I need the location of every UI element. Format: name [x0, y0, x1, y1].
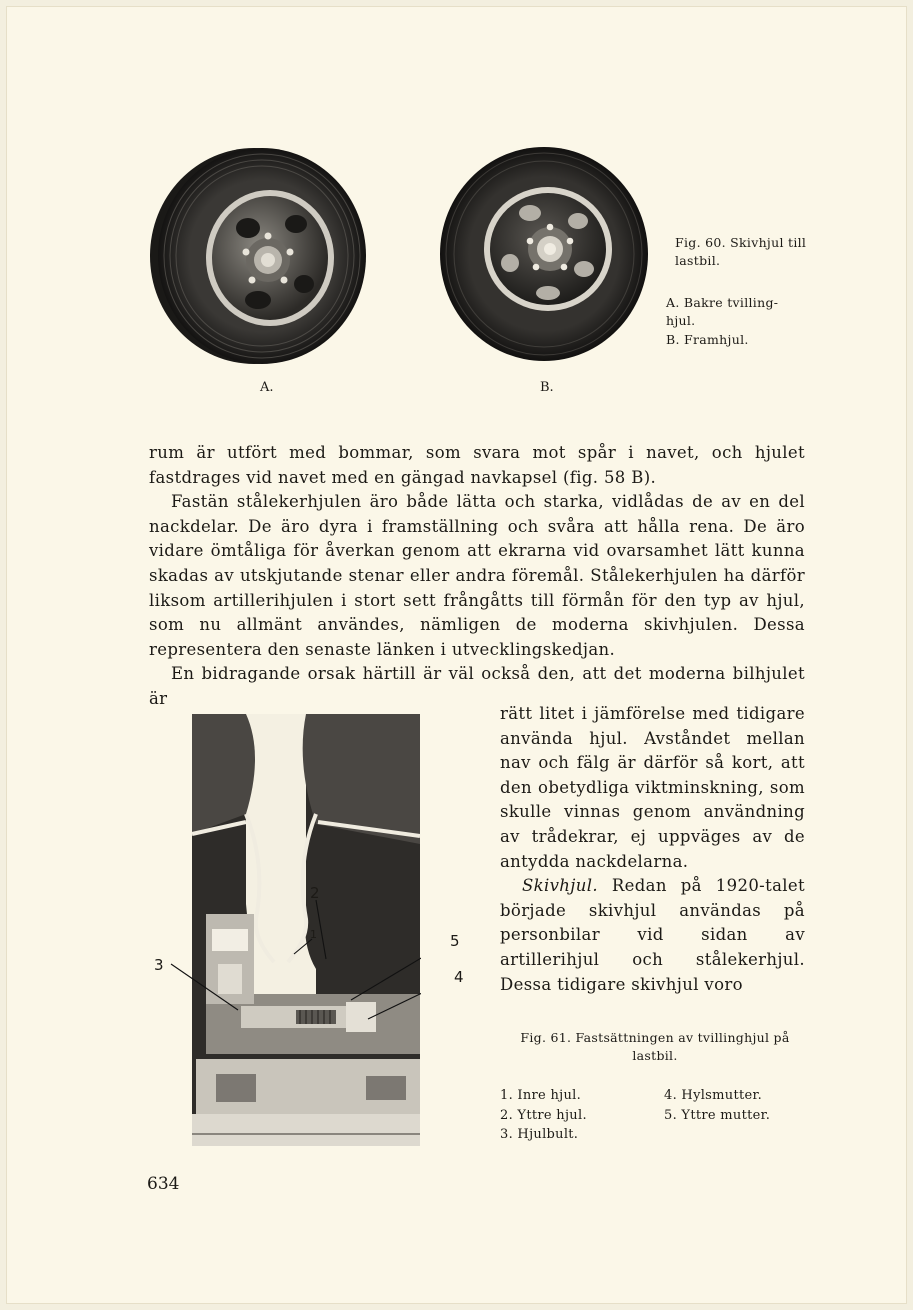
legend-item-1: 1. Inre hjul. — [500, 1088, 582, 1103]
figure-61-callout-2: 2 — [310, 884, 320, 902]
legend-item-3: 3. Hjulbult. — [500, 1127, 579, 1142]
paragraph-4-text: Redan på 1920-talet började skivhjul användas på personbilar vid sidan av artillerihjul och stålekerhjul. Dessa tidigare skivhjul voro — [500, 876, 805, 994]
figure-61-legend-right — [664, 1086, 814, 1125]
figure-61-callout-3: 3 — [154, 956, 164, 974]
figure-60-label-a: A. — [260, 380, 274, 395]
figure-60-caption-title: Fig. 60. Skivhjul till lastbil. — [675, 235, 807, 268]
legend-item-5: 5. Yttre mutter. — [664, 1107, 771, 1123]
figure-60-caption-b: B. Framhjul. — [666, 332, 749, 347]
figure-60-caption-a: A. Bakre tvilling-hjul. — [666, 295, 779, 328]
figure-61-caption: Fig. 61. Fastsättningen av tvillinghjul på lastbil. — [520, 1030, 790, 1063]
page-number: 634 — [147, 1174, 180, 1194]
paragraph-1: rum är utfört med bommar, som svara mot spår i navet, och hjulet fastdrages vid navet med en gängad navkapsel (fig. 58 B). — [149, 443, 805, 487]
figure-61-legend-left — [500, 1086, 660, 1145]
paragraph-4-heading: Skivhjul. — [522, 876, 598, 896]
paragraph-3-full: En bidragande orsak härtill är väl också den, att det moderna bilhjulet är — [149, 664, 805, 708]
page — [6, 6, 907, 1304]
paragraph-4 — [500, 874, 805, 997]
figure-60a-twin-wheel-image — [150, 144, 375, 369]
legend-item-2: 2. Yttre hjul. — [500, 1107, 587, 1123]
figure-61-cross-section-image — [146, 714, 421, 1146]
paragraph-2: Fastän stålekerhjulen äro både lätta och starka, vidlådas de av en del nackdelar. De äro dyra i framställning och svåra att hålla rena. De äro vidare ömtåliga för åverkan genom att ekrarna vid ovarsamhet lätt kunna skadas av utskjutande stenar eller andra föremål. Stålekerhjulen ha därför liksom artillerihjulen i stort sett frångåtts till förmån för den typ av hjul, som nu allmänt användes, nämligen de moderna skivhjulen. Dessa representera den senaste länken i utvecklingskedjan. — [149, 492, 805, 659]
paragraph-3-side: rätt litet i jämförelse med tidigare använda hjul. Avståndet mellan nav och fälg är därför så kort, att den obetydliga viktminskning, som skulle vinnas genom användning av trådekrar, ej uppväges av de antydda nackdelarna. — [500, 704, 805, 871]
figure-61-callout-5: 5 — [450, 932, 460, 950]
legend-item-4: 4. Hylsmutter. — [664, 1088, 763, 1103]
body-text-top — [149, 441, 805, 712]
figure-60b-front-wheel-image — [438, 145, 650, 363]
figure-60-label-b: B. — [540, 380, 554, 395]
figure-61-callout-4: 4 — [454, 968, 464, 986]
figure-61-callout-1: 1 — [310, 928, 317, 941]
body-text-side — [500, 702, 805, 997]
